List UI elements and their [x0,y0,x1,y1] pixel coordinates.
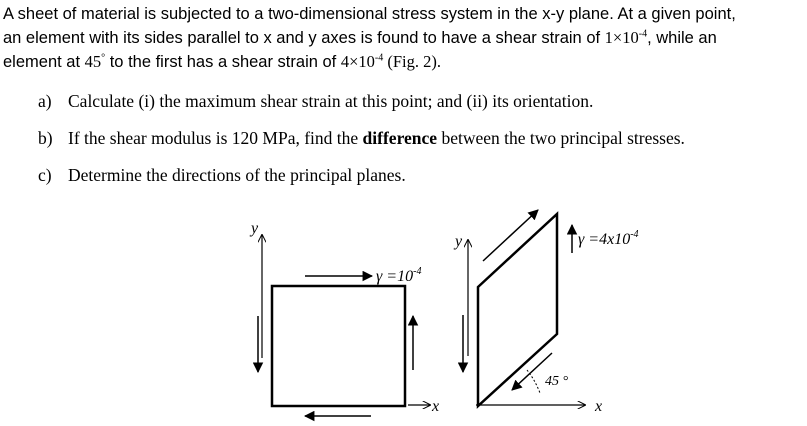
y-axis-label-left: y [251,220,259,237]
angle-value: 45° [84,52,106,71]
difference-emphasis: difference [362,128,438,148]
question-a-text: Calculate (i) the maximum shear strain at this point; and (ii) its orientation. [68,91,594,111]
shear-strain-label-right: $\gamma =4x10^{-4}$ [578,229,639,248]
x-axis-label-right: x [595,398,603,415]
question-c-label: c) [38,165,52,185]
question-c-text: Determine the directions of the principal planes. [68,165,406,185]
y-axis-label-right: y [455,233,463,250]
intro-line-3: element at 45° to the first has a shear strain of $4\times 10^{-4}$ (Fig. 2). [3,52,441,71]
strain-value-2: $4\times 10^{-4}$ [340,52,384,71]
question-b: b) If the shear modulus is 120 MPa, find the difference between the two principal stresses. [38,128,685,148]
question-b-label: b) [38,128,53,148]
question-a-label: a) [38,91,52,111]
element-rotated [453,210,639,415]
x-axis-label-left: x [432,398,440,415]
shear-strain-label-left: $\gamma =10^{-4}$ [376,266,422,285]
intro-line-2: an element with its sides parallel to x and y axes is found to have a shear strain of $1\times 10^{-4}$, while an [3,28,717,47]
element-xy [249,220,439,416]
strain-value-1: $1\times 10^{-4}$ [604,28,648,47]
angle-label-45: 45 ° [545,374,569,389]
intro-line-1: A sheet of material is subjected to a two-dimensional stress system in the x-y plane. At a given point, [3,5,736,23]
shear-arrow-upper-diagonal [483,210,538,261]
square-element [272,286,405,406]
